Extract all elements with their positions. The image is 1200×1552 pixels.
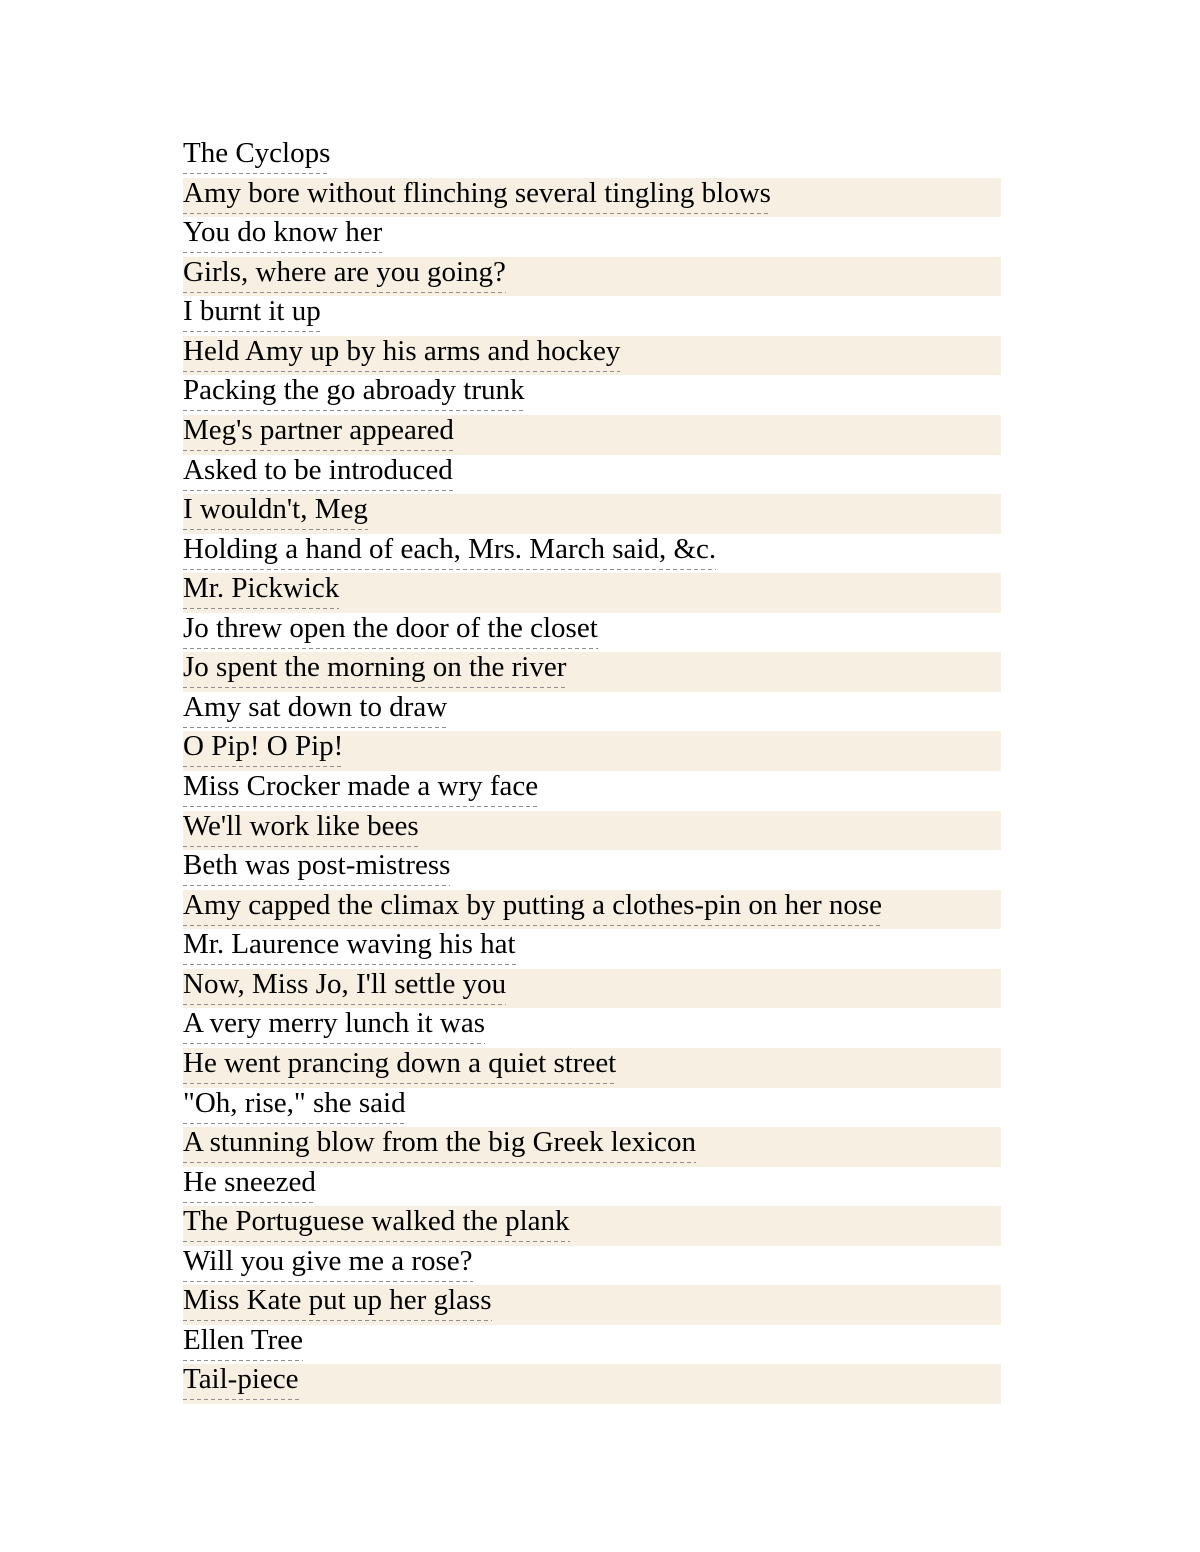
list-item [183,1088,1001,1128]
illustration-caption[interactable]: A very merry lunch it was [183,1008,485,1044]
list-item [183,1048,1001,1088]
list-item [183,415,1001,455]
illustration-list [183,138,1001,1404]
list-item [183,494,1001,534]
illustration-caption[interactable]: Will you give me a rose? [183,1246,473,1282]
list-item [183,811,1001,851]
illustration-caption[interactable]: Amy capped the climax by putting a clothes-pin on her nose [183,890,882,926]
illustration-caption[interactable]: He sneezed [183,1167,316,1203]
illustration-caption[interactable]: Now, Miss Jo, I'll settle you [183,969,506,1005]
list-item [183,731,1001,771]
illustration-caption[interactable]: A stunning blow from the big Greek lexicon [183,1127,696,1163]
illustration-caption[interactable]: I burnt it up [183,296,321,332]
illustration-caption[interactable]: Asked to be introduced [183,455,453,491]
list-item [183,692,1001,732]
list-item [183,1127,1001,1167]
list-item [183,573,1001,613]
illustration-caption[interactable]: Girls, where are you going? [183,257,506,293]
illustration-caption[interactable]: Packing the go abroady trunk [183,375,524,411]
list-item [183,375,1001,415]
illustration-caption[interactable]: Holding a hand of each, Mrs. March said, &c. [183,534,716,570]
list-item [183,534,1001,574]
list-item [183,890,1001,930]
illustration-caption[interactable]: Amy bore without flinching several tingling blows [183,178,771,214]
illustration-caption[interactable]: Meg's partner appeared [183,415,454,451]
illustration-caption[interactable]: O Pip! O Pip! [183,731,343,767]
illustration-caption[interactable]: Amy sat down to draw [183,692,447,728]
list-item [183,969,1001,1009]
illustration-caption[interactable]: You do know her [183,217,382,253]
illustration-caption[interactable]: Beth was post-mistress [183,850,450,886]
list-item [183,850,1001,890]
list-item [183,613,1001,653]
illustration-caption[interactable]: Tail-piece [183,1364,299,1400]
list-item [183,455,1001,495]
list-item [183,1285,1001,1325]
illustration-caption[interactable]: "Oh, rise," she said [183,1088,406,1124]
illustration-caption[interactable]: Ellen Tree [183,1325,303,1361]
illustration-caption[interactable]: The Portuguese walked the plank [183,1206,570,1242]
illustration-caption[interactable]: Miss Kate put up her glass [183,1285,492,1321]
list-item [183,771,1001,811]
illustration-caption[interactable]: We'll work like bees [183,811,419,847]
illustration-caption[interactable]: I wouldn't, Meg [183,494,368,530]
illustration-caption[interactable]: Mr. Laurence waving his hat [183,929,516,965]
list-item [183,1206,1001,1246]
list-item [183,296,1001,336]
illustration-caption[interactable]: The Cyclops [183,138,330,174]
list-item [183,1008,1001,1048]
list-item [183,1325,1001,1365]
illustration-caption[interactable]: Held Amy up by his arms and hockey [183,336,620,372]
list-item [183,178,1001,218]
list-item [183,257,1001,297]
list-item [183,1364,1001,1404]
list-item [183,1246,1001,1286]
illustration-caption[interactable]: Jo threw open the door of the closet [183,613,598,649]
illustration-caption[interactable]: Jo spent the morning on the river [183,652,566,688]
illustration-caption[interactable]: Mr. Pickwick [183,573,339,609]
list-item [183,929,1001,969]
list-item [183,138,1001,178]
list-item [183,1167,1001,1207]
list-item [183,652,1001,692]
illustration-caption[interactable]: He went prancing down a quiet street [183,1048,616,1084]
illustration-caption[interactable]: Miss Crocker made a wry face [183,771,538,807]
list-item [183,217,1001,257]
list-item [183,336,1001,376]
